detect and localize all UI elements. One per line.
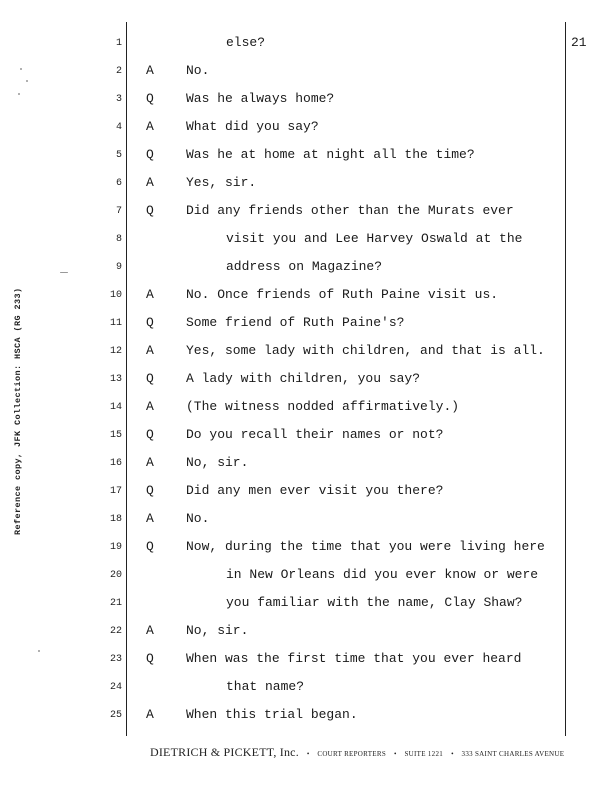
transcript-line bbox=[0, 91, 612, 111]
line-number: 7 bbox=[115, 206, 122, 217]
footer-suite: SUITE 1221 bbox=[404, 750, 444, 758]
line-number: 21 bbox=[109, 598, 122, 609]
line-number: 23 bbox=[109, 654, 122, 665]
transcript-line bbox=[0, 35, 612, 55]
line-number: 4 bbox=[115, 122, 122, 133]
line-text: you familiar with the name, Clay Shaw? bbox=[226, 595, 523, 610]
transcript-line bbox=[0, 119, 612, 139]
transcript-line bbox=[0, 147, 612, 167]
footer-separator: • bbox=[306, 750, 310, 758]
scan-speck bbox=[18, 93, 20, 95]
line-text: Did any friends other than the Murats ever bbox=[186, 203, 514, 218]
line-text: No. bbox=[186, 63, 210, 78]
transcript-line bbox=[0, 343, 612, 363]
line-number: 22 bbox=[109, 626, 122, 637]
line-text: else? bbox=[226, 35, 266, 50]
line-number: 15 bbox=[109, 430, 122, 441]
speaker-label: Q bbox=[146, 203, 154, 218]
line-text: address on Magazine? bbox=[226, 259, 383, 274]
line-number: 19 bbox=[109, 542, 122, 553]
line-text: Was he always home? bbox=[186, 91, 335, 106]
transcript-line bbox=[0, 287, 612, 307]
line-text: No, sir. bbox=[186, 623, 249, 638]
line-text: A lady with children, you say? bbox=[186, 371, 421, 386]
line-number: 20 bbox=[109, 570, 122, 581]
speaker-label: Q bbox=[146, 427, 154, 442]
transcript-line bbox=[0, 399, 612, 419]
page-footer bbox=[150, 743, 565, 761]
line-text: Yes, sir. bbox=[186, 175, 257, 190]
line-text: Was he at home at night all the time? bbox=[186, 147, 475, 162]
transcript-line bbox=[0, 175, 612, 195]
speaker-label: A bbox=[146, 511, 154, 526]
footer-separator: • bbox=[451, 750, 454, 758]
line-text: Do you recall their names or not? bbox=[186, 427, 444, 442]
line-number: 11 bbox=[109, 318, 122, 329]
line-text: When was the first time that you ever heard bbox=[186, 651, 522, 666]
line-number: 6 bbox=[115, 178, 122, 189]
speaker-label: A bbox=[146, 343, 154, 358]
speaker-label: Q bbox=[146, 483, 154, 498]
line-number: 9 bbox=[115, 262, 122, 273]
transcript-line bbox=[0, 567, 612, 587]
speaker-label: Q bbox=[146, 651, 154, 666]
speaker-label: A bbox=[146, 175, 154, 190]
line-number: 10 bbox=[109, 290, 122, 301]
scan-speck bbox=[60, 272, 68, 273]
line-text: Some friend of Ruth Paine's? bbox=[186, 315, 405, 330]
line-text: visit you and Lee Harvey Oswald at the bbox=[226, 231, 523, 246]
line-number: 13 bbox=[109, 374, 122, 385]
line-number: 2 bbox=[115, 66, 122, 77]
transcript-line bbox=[0, 623, 612, 643]
line-text: Yes, some lady with children, and that is all. bbox=[186, 343, 545, 358]
speaker-label: Q bbox=[146, 539, 154, 554]
line-number: 8 bbox=[115, 234, 122, 245]
line-number: 25 bbox=[109, 710, 122, 721]
line-text: No. Once friends of Ruth Paine visit us. bbox=[186, 287, 499, 302]
line-number: 14 bbox=[109, 402, 122, 413]
line-number: 5 bbox=[115, 150, 122, 161]
footer-firm: DIETRICH & PICKETT, Inc. bbox=[150, 745, 299, 759]
speaker-label: Q bbox=[146, 315, 154, 330]
footer-address: 333 SAINT CHARLES AVENUE bbox=[461, 750, 565, 758]
transcript-line bbox=[0, 63, 612, 83]
speaker-label: A bbox=[146, 707, 154, 722]
transcript-line bbox=[0, 371, 612, 391]
transcript-line bbox=[0, 455, 612, 475]
transcript-line bbox=[0, 511, 612, 531]
transcript-line bbox=[0, 679, 612, 699]
transcript-line bbox=[0, 539, 612, 559]
transcript-line bbox=[0, 427, 612, 447]
speaker-label: Q bbox=[146, 371, 154, 386]
speaker-label: A bbox=[146, 399, 154, 414]
line-number: 17 bbox=[109, 486, 122, 497]
speaker-label: A bbox=[146, 287, 154, 302]
scan-speck bbox=[20, 68, 22, 70]
transcript-line bbox=[0, 203, 612, 223]
line-number: 16 bbox=[109, 458, 122, 469]
line-text: in New Orleans did you ever know or were bbox=[226, 567, 539, 582]
speaker-label: A bbox=[146, 623, 154, 638]
line-number: 18 bbox=[109, 514, 122, 525]
page-number: 21 bbox=[571, 35, 587, 50]
speaker-label: A bbox=[146, 119, 154, 134]
transcript-line bbox=[0, 651, 612, 671]
line-number: 24 bbox=[109, 682, 122, 693]
speaker-label: A bbox=[146, 63, 154, 78]
archive-stamp: Reference copy, JFK Collection: HSCA (RG 233) bbox=[13, 287, 23, 535]
footer-separator: • bbox=[394, 750, 397, 758]
line-text: that name? bbox=[226, 679, 305, 694]
line-number: 1 bbox=[115, 38, 122, 49]
line-text: (The witness nodded affirmatively.) bbox=[186, 399, 460, 414]
line-text: When this trial began. bbox=[186, 707, 358, 722]
transcript-line bbox=[0, 595, 612, 615]
transcript-line bbox=[0, 315, 612, 335]
transcript-line bbox=[0, 259, 612, 279]
line-number: 3 bbox=[115, 94, 122, 105]
speaker-label: A bbox=[146, 455, 154, 470]
line-text: Now, during the time that you were living here bbox=[186, 539, 545, 554]
transcript-line bbox=[0, 707, 612, 727]
line-text: No, sir. bbox=[186, 455, 249, 470]
scan-speck bbox=[26, 80, 28, 82]
speaker-label: Q bbox=[146, 91, 154, 106]
speaker-label: Q bbox=[146, 147, 154, 162]
transcript-line bbox=[0, 231, 612, 251]
footer-service: COURT REPORTERS bbox=[317, 750, 387, 758]
transcript-line bbox=[0, 483, 612, 503]
line-text: No. bbox=[186, 511, 210, 526]
line-number: 12 bbox=[109, 346, 122, 357]
scan-speck bbox=[38, 650, 40, 652]
line-text: Did any men ever visit you there? bbox=[186, 483, 444, 498]
line-text: What did you say? bbox=[186, 119, 319, 134]
